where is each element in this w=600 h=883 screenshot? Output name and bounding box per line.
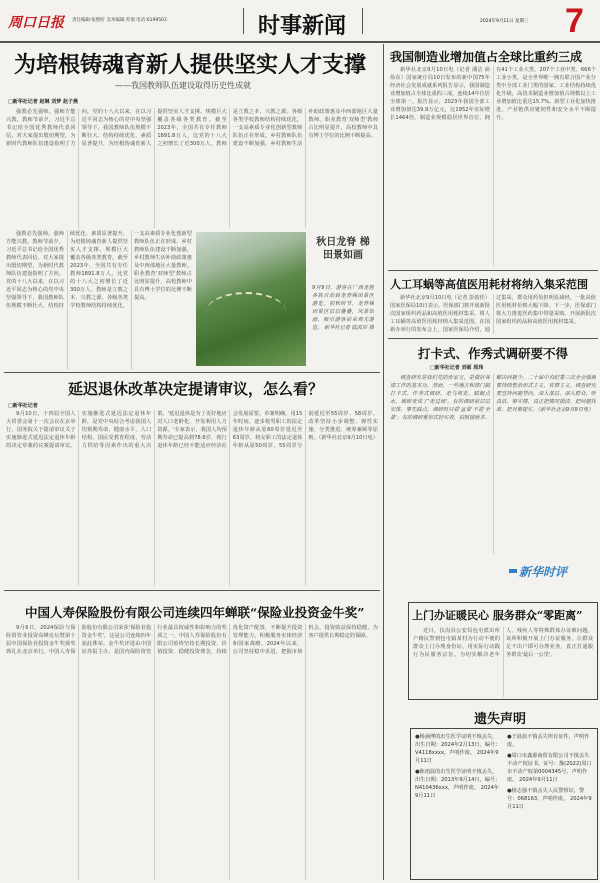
notice-item: ●杨志强不慎丢失人民警察证，警号：068163，声明作废。 2024年9月11日 <box>507 788 592 810</box>
main-body: 强教必先强师。强师方能兴教。教师节前夕，习近平总书记给全国优秀教师代表回信，对大家提出殷切期望，为新时代教师队伍建设指明了方向。党的十八大以来，在以习近平同志为核心的党中央坚强领导下，我国教师队伍规模不断壮大、结构持续优化、素质显著提升，为培根铸魂育新人提供坚实人才支撑。规模巨大 覆盖各级各类教育。截至2023年，全国共有专任教师1891.8万人，比党的十八大之初增长了近300万人。教师是立教之本、兴教之源。各级各类学校教师结构持续优化，一支高素质专业化创新型教师队伍正在形成。乡村教师队伍建设不断加强，乡村教师生活补助政策惠及中西部地区大量教师。职业教育'双师型'教师占比明显提升，高校教师中具有博士学位的比例不断提高。 <box>6 109 378 147</box>
photo-terraces <box>196 232 306 366</box>
retirement-body: 9月10日，十四届全国人大常委会第十一次会议在京举行，国务院关于提请审议关于实施渐进式延迟法定退休年龄的决定草案的议案提请审议。实施渐进式延迟法定退休年龄，是党中央综合考虑我国人均预期寿命、健康水平、人口结构、国民受教育程度、劳动力供给等因素作出的重大决策。'延迟退休是为了更好地应对人口老龄化、开发利用人力资源。'专家表示，我国人均预期寿命已提高到78.6岁，现行退休年龄已经不能适应经济社会发展需要。草案明确，用15年时间，逐步将男职工的法定退休年龄从原60周岁延迟至63周岁，将女职工的法定退休年龄从原50周岁、55周岁分别延迟至55周岁、58周岁。改革坚持小步调整、弹性实施、分类推进、统筹兼顾等原则。（新华社北京9月10日电） <box>6 411 378 449</box>
newspaper-logo: 周口日报 <box>8 15 64 31</box>
manufacturing-headline: 我国制造业增加值占全球比重约三成 <box>390 50 583 64</box>
header-rule <box>0 41 600 43</box>
section-title: 时事新闻 <box>258 13 347 39</box>
notice-box <box>410 728 598 880</box>
divider <box>362 8 363 34</box>
column-divider <box>383 44 384 880</box>
notice-item: ●陈雨晨的出生医学证明不慎丢失，出生日期：2013年9月14日，编号：N410436xxx，声明作废。 2024年9月11日 <box>415 769 501 799</box>
divider <box>388 338 598 339</box>
commentary-headline: 打卡式、作秀式调研要不得 <box>418 346 569 361</box>
main-byline: □新华社记者 赵琳 刘梦 赵子燕 <box>8 99 78 105</box>
logo-bar-icon <box>509 569 517 573</box>
main-subtitle: ——我国教师队伍建设取得历史性成就 <box>115 81 251 90</box>
divider <box>388 270 598 271</box>
page-number: 7 <box>565 2 584 40</box>
insurance-headline: 中国人寿保险股份有限公司连续四年蝉联“保险业投资金牛奖” <box>25 605 365 620</box>
medical-headline: 人工耳蜗等高值医用耗材将纳入集采范围 <box>390 278 588 291</box>
photo-caption-title: 秋日龙脊 梯田景如画 <box>316 237 370 261</box>
service-box <box>408 602 598 700</box>
editors-info: 责任编辑·张艳昕 美术编辑·苏瑞 电话:6199503 <box>72 18 167 23</box>
notice-item: ●杨涵博的出生医学证明不慎丢失，出生日期：2024年2月13日，编号：V4118xxxx，声明作废。 2024年9月11日 <box>415 734 501 764</box>
retirement-byline: □新华社记者 <box>8 403 38 409</box>
service-headline: 上门办证暖民心 服务群众“零距离” <box>412 609 583 622</box>
photo-caption: 9月9日，游客在广西龙胜各族自治县龙脊梯田景区游览。初秋时节，龙脊梯田景区层层叠叠，风景如画，吸引游客前来观光游览。 新华社记者 陆波岸 摄 <box>312 285 374 331</box>
manufacturing-body: 新华社北京9月10日电（记者 潘洁 俞俭东）国家统计局10日发布的新中国75年经济社会发展成就系列报告显示，我国制造业增加值占全球比重约三成，连续14年位居全球第一。报告显示，2023年我国全部工业增加值达39.9万亿元，比1952年实际增长1464倍。制造业规模稳居世界首位，拥有41个工业大类、207个工业中类、666个工业小类，是全世界唯一拥有联合国产业分类中全部工业门类的国家。工业结构持续优化升级，高技术制造业增加值占规模以上工业增加值比重达15.7%。新型工业化加快推进，产业链供应链韧性和安全水平不断提升。 <box>390 67 596 121</box>
divider <box>4 590 380 591</box>
service-body: 近日，扶沟县公安局包屯派出所户籍民警到包屯镇某村为行动不便的群众上门办理身份证，用实际行动践行为民服务宗旨。为切实解决老年人、残疾人等特殊群体办证难问题，该所积极开展上门办证服务，让群众足不出户即可办理业务，真正打通服务群众'最后一公里'。 <box>413 628 593 658</box>
retirement-headline: 延迟退休改革决定提请审议，怎么看？ <box>68 380 324 398</box>
commentary-body: 调查研究是我们党的传家宝，是做好各项工作的基本功。然而，一些地方和部门搞打卡式、作秀式调研，走马观花、蜻蜓点水，调研变成了'走过场'。有的调研前层层安排、事先踩点，调研时只看'盆景'不看'全景'；有的调研重形式轻实效，拍照留痕多、解决问题少。二十届中央纪委三次全会强调要持续整治形式主义、官僚主义。调查研究要坚持问题导向，深入基层、深入群众，听真话、察实情，真正把情况摸清、把问题找准、把对策提实。（新华社北京9月9日电） <box>390 375 596 421</box>
medical-body: 新华社北京9月10日电（记者 彭韵佳）国家医保局10日表示，医保部门将开展新批次国家组织药品和高值医用耗材集采，将人工耳蜗等高值医用耗材纳入集采范围。在国新办举行的发布会上，国家医保局介绍，通过集采，群众用药负担明显减轻，一批高值医用耗材价格大幅下降。下一步，医保部门将大力推进医药集中带量采购，开展新批次国家组织药品和高值医用耗材集采。 <box>390 295 596 333</box>
main-headline: 为培根铸魂育新人提供坚实人才支撑 <box>14 52 367 78</box>
notice-item: ●王晨晨不慎丢失所有证件，声明作废。 <box>507 734 590 748</box>
divider <box>4 372 380 373</box>
divider <box>243 8 244 34</box>
notice-headline: 遗失声明 <box>474 712 527 727</box>
commentary-byline: □新华社记者 刘硕 周玮 <box>430 365 484 371</box>
notice-item: ●周口市鑫源商贸有限公司不慎丢失不动产权证书，证号：豫(2022)周口市不动产权第0004345号，声明作废。 2024年9月11日 <box>507 753 592 783</box>
xinhua-commentary-logo: 新华时评 <box>509 562 595 580</box>
main-body-continued: 强教必先强师。强师方能兴教。教师节前夕，习近平总书记给全国优秀教师代表回信，对大家提出殷切期望，为新时代教师队伍建设指明了方向。党的十八大以来，在以习近平同志为核心的党中央坚强领导下，我国教师队伍规模不断壮大、结构持续优化、素质显著提升，为培根铸魂育新人提供坚实人才支撑。规模巨大 覆盖各级各类教育。截至2023年，全国共有专任教师1891.8万人，比党的十八大之初增长了近300万人。教师是立教之本、兴教之源。各级各类学校教师结构持续优化，一支高素质专业化创新型教师队伍正在形成。乡村教师队伍建设不断加强，乡村教师生活补助政策惠及中西部地区大量教师。职业教育'双师型'教师占比明显提升，高校教师中具有博士学位的比例不断提高。 <box>6 231 192 309</box>
issue-date: 2024年9月11日 星期三 <box>480 19 529 24</box>
insurance-body: 9月6日，2024保险与保险资管业投资高峰论坛暨第十届中国保险业投资金牛奖颁奖典礼在北京举行。中国人寿保险股份有限公司荣获'保险业投资金牛奖'，这是公司连续四年获此殊荣。金牛奖评选由中国证券报主办，是国内保险资管行业最具权威性和影响力的奖项之一。中国人寿保险股份有限公司始终坚持长期投资、价值投资、稳健投资理念，持续优化资产配置，不断提升投资管理能力，积极服务实体经济和国家战略。2024年以来，公司坚持稳中求进，把握市场机会，投资收益保持稳健，为客户提供长期稳定的保障。 <box>6 625 378 655</box>
